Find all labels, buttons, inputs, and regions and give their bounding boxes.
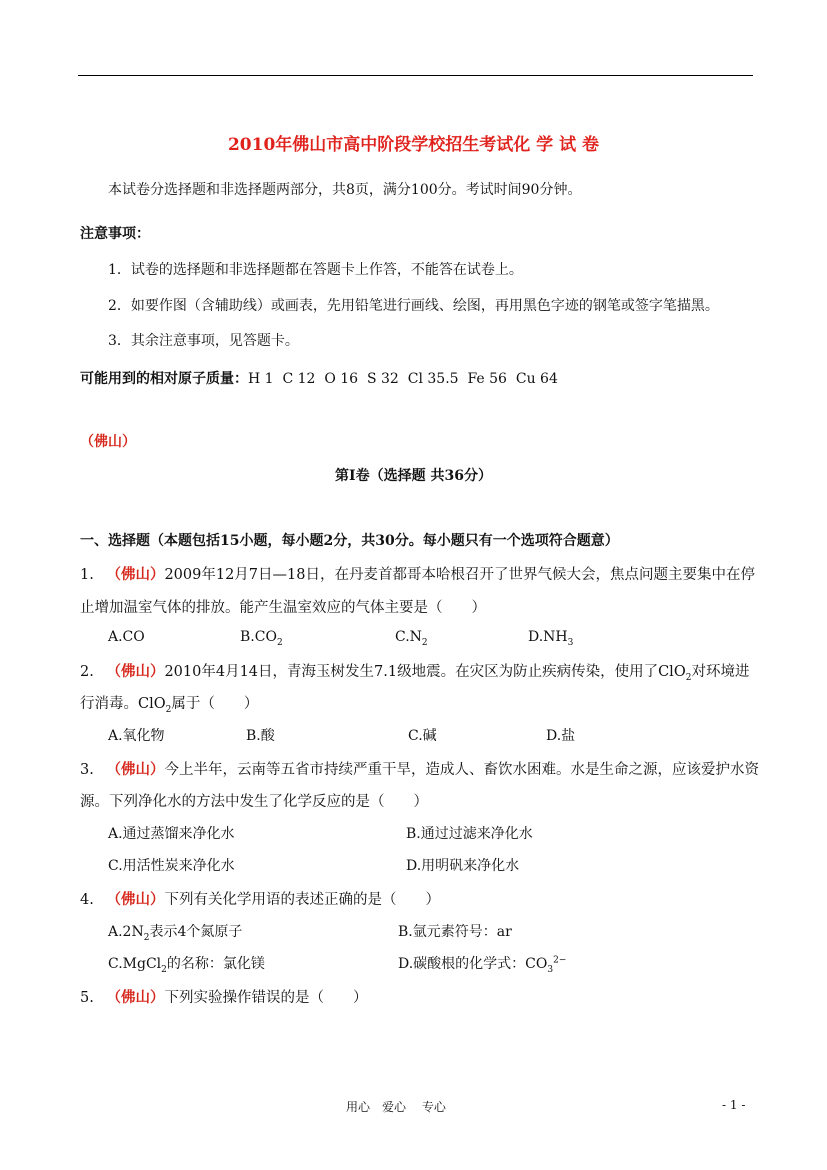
q3-option-d: D.用明矾来净化水 (406, 858, 520, 874)
question-text: 下列有关化学用语的表述正确的是（ ） (164, 892, 440, 908)
atomic-mass-line (80, 368, 558, 388)
notice-heading: 注意事项： (80, 226, 150, 242)
q1-option-a: A.CO (108, 629, 145, 645)
question-number: 2. (80, 664, 94, 680)
q4-option-c: C.MgCl$_2$的名称：氯化镁 (108, 956, 265, 975)
question-2-line1: 2. （佛山）2010年4月14日，青海玉树发生7.1级地震。在灾区为防止疾病传染，使用了ClO$_2$对环境进 (80, 663, 750, 683)
section-title: 第Ⅰ卷（选择题 共36分） (335, 468, 492, 484)
q2-option-c: C.碱 (408, 728, 437, 744)
question-tag: （佛山） (106, 761, 165, 778)
question-number: 1. (80, 567, 94, 583)
q3-option-c: C.用活性炭来净化水 (108, 858, 235, 874)
notice-item: 2．如要作图（含辅助线）或画表，先用铅笔进行画线、绘图，再用黑色字迹的钢笔或签字笔描黑。 (108, 298, 719, 314)
question-text: 下列实验操作错误的是（ ） (164, 990, 368, 1006)
header-rule (78, 75, 753, 76)
q2-option-b: B.酸 (246, 728, 275, 744)
question-number: 3. (80, 762, 94, 778)
intro-text: 本试卷分选择题和非选择题两部分，共8页，满分100分。考试时间90分钟。 (108, 182, 582, 198)
q1-option-c: $C.N_2$ (395, 629, 428, 648)
question-tag: （佛山） (106, 663, 165, 680)
question-4-line1 (80, 888, 440, 909)
q2-option-a: A.氧化物 (108, 728, 165, 744)
q1-option-d: $D.NH_3$ (528, 629, 574, 648)
region-tag: （佛山） (80, 434, 136, 450)
question-3-line2: 源。下列净化水的方法中发生了化学反应的是（ ） (80, 794, 428, 810)
q2-option-d: D.盐 (546, 728, 576, 744)
q1-option-b: $B.CO_2$ (240, 629, 283, 648)
notice-item: 1．试卷的选择题和非选择题都在答题卡上作答，不能答在试卷上。 (108, 262, 523, 278)
question-2-line2: 行消毒。ClO$_2$属于（ ） (80, 696, 259, 715)
question-number: 5. (80, 990, 94, 1006)
q4-option-b: B.氩元素符号：ar (398, 924, 512, 940)
question-text: 今上半年，云南等五省市持续严重干旱，造成人、畜饮水困难。水是生命之源，应该爱护水资 (164, 762, 759, 778)
part-heading: 一、选择题（本题包括15小题，每小题2分，共30分。每小题只有一个选项符合题意） (80, 533, 619, 549)
question-1-line1 (80, 563, 755, 584)
question-1-line2: 止增加温室气体的排放。能产生温室效应的气体主要是（ ） (80, 600, 486, 616)
question-3-line1 (80, 758, 759, 779)
q3-option-b: B.通过过滤来净化水 (406, 826, 533, 842)
question-number: 4. (80, 892, 94, 908)
q3-option-a: A.通过蒸馏来净化水 (108, 826, 235, 842)
question-tag: （佛山） (106, 989, 165, 1006)
footer-slogan: 用心 爱心 专心 (346, 1100, 446, 1114)
question-text: 2009年12月7日—18日，在丹麦首都哥本哈根召开了世界气候大会，焦点问题主要集中在停 (164, 567, 755, 583)
q4-option-d: D.碳酸根的化学式：$CO_3^{2-}$ (398, 955, 567, 975)
question-5-line1 (80, 986, 367, 1007)
atomic-mass-values: H 1 C 12 O 16 S 32 Cl 35.5 Fe 56 Cu 64 (248, 371, 558, 387)
notice-item: 3．其余注意事项，见答题卡。 (108, 333, 299, 349)
question-tag: （佛山） (106, 891, 165, 908)
page-title: 2010年佛山市高中阶段学校招生考试化 学 试 卷 (227, 135, 600, 155)
q4-option-a: $A.2N_2$表示4个氮原子 (108, 924, 243, 943)
atomic-mass-label: 可能用到的相对原子质量： (80, 371, 248, 387)
question-tag: （佛山） (106, 566, 165, 583)
page-number: - 1 - (722, 1098, 746, 1112)
